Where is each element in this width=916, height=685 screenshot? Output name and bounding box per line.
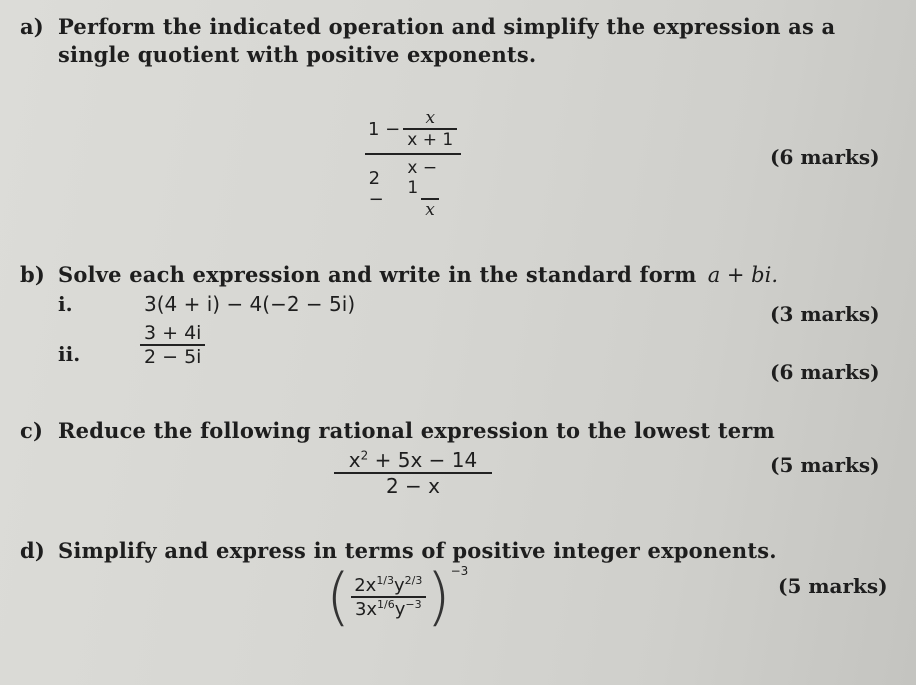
part-d-left-paren: ( [326,560,351,633]
part-a-den-inner-den: x [421,198,439,220]
part-a-den-inner-num: x − 1 [407,158,438,198]
part-d-numerator [350,574,426,596]
part-c-num-rest: + 5x − 14 [368,448,478,472]
part-b-ii-marks: (6 marks) [770,360,880,384]
part-a-den-lead: 2 − [368,168,384,210]
part-d-right-paren: ) [426,560,451,633]
part-d-num-x-exp: 1/3 [376,574,395,587]
part-a-label: a) [20,14,44,39]
part-d-text: Simplify and express in terms of positive integer exponents. [58,538,777,563]
part-d-den-x-exp: 1/6 [377,598,395,611]
part-d-den-coef: 3x [354,599,378,620]
part-c-numerator [343,448,483,472]
part-c-marks: (5 marks) [770,453,880,477]
part-d-marks: (5 marks) [778,574,888,598]
part-c-num-base: x [348,448,361,472]
part-c-label: c) [20,418,44,443]
part-a-num-inner-den: x + 1 [403,128,457,150]
part-d-den-y-exp: −3 [405,598,422,611]
part-b-ii-fraction [140,322,205,368]
part-d-expression [326,560,469,633]
part-b-instruction [58,262,778,287]
part-d-label: d) [20,538,46,563]
part-b-text: Solve each expression and write in the standard form [58,262,697,287]
part-b-i-expr: 3(4 + i) − 4(−2 − 5i) [144,292,356,316]
part-c-num-exp: 2 [360,448,369,463]
part-d-num-y-exp: 2/3 [404,574,423,587]
part-c-fraction [334,448,492,498]
part-a-text-line2: single quotient with positive exponents. [58,42,537,67]
part-d-den-y: y [394,599,406,620]
part-d-num-coef: 2x [354,575,377,596]
part-b-label: b) [20,262,46,287]
part-a-marks: (6 marks) [770,145,880,169]
part-c-den: 2 − x [334,472,492,498]
part-b-ii-den: 2 − 5i [140,344,205,368]
part-a-text-line1: Perform the indicated operation and simplify the expression as a [58,14,836,39]
part-d-outer-exp: −3 [450,564,469,578]
part-b-standard-form: a + bi. [707,263,778,287]
part-d-denominator [351,596,426,620]
part-d-num-y: y [394,575,405,596]
part-a-num-lead: 1 − [368,118,401,140]
part-a-complex-fraction [364,108,461,220]
part-c-text: Reduce the following rational expression to the lowest term [58,418,775,443]
part-b-i-marks: (3 marks) [770,302,880,326]
part-b-ii-label: ii. [58,342,81,366]
part-b-i-label: i. [58,292,73,316]
part-a-num-inner-num: x [425,108,436,128]
part-b-ii-num: 3 + 4i [144,322,202,344]
